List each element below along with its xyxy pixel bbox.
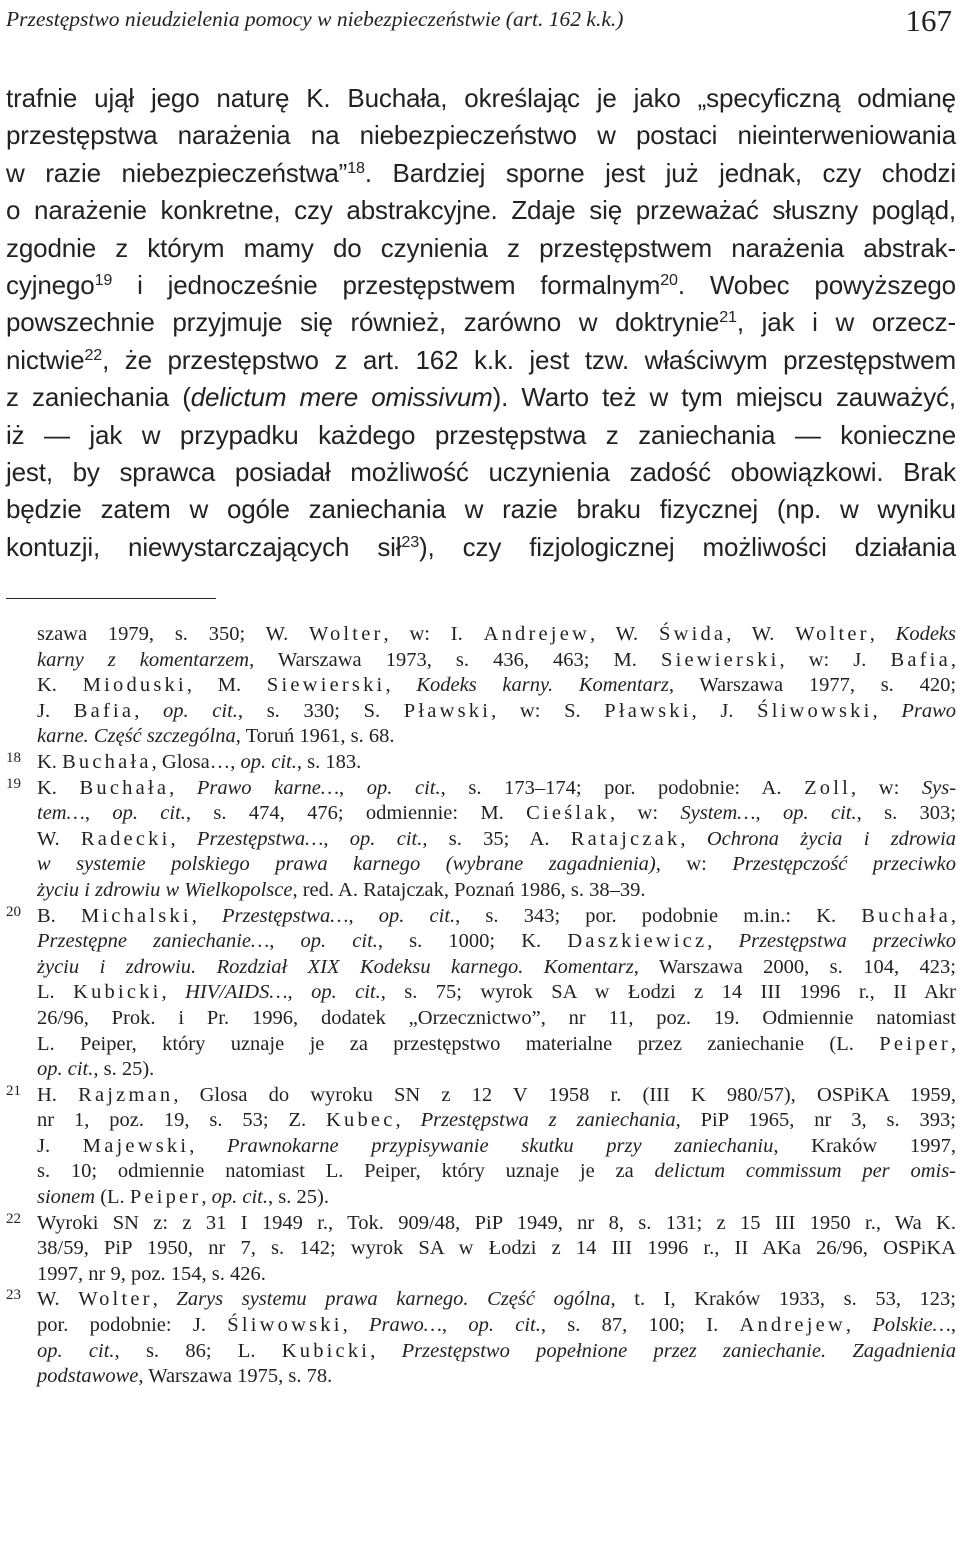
text-line: trafnie ujął jego naturę K. Buchała, określając je jako „specyficzną odmianę bbox=[6, 83, 956, 113]
text-line: o narażenie konkretne, czy abstrakcyjne. Zdaje się przeważać słuszny pogląd, bbox=[6, 195, 956, 226]
footnote-23: 23 W. Wolter, Zarys systemu prawa karnego. Część ogólna, t. I, Kraków 1933, s. 53, 123; por. podobnie: J. Śliwowski, Prawo…, op. cit., s. 87, 100; I. Andrejew, Polskie…, op. cit., s. 86; L. Kubicki, Przestępstwo popełnione przez zaniechanie. Zagadnienia podstawowe, Warszawa 1975, s. 78. bbox=[6, 1287, 956, 1389]
footnote-ref-22: 22 bbox=[84, 345, 103, 364]
footnote-continuation: szawa 1979, s. 350; W. Wolter, w: I. Andrejew, W. Świda, W. Wolter, Kodeks karny z komentarzem, Warszawa 1973, s. 436, 463; M. Siewierski, w: J. Bafia, K. Mioduski, M. Siewierski, Kodeks karny. Komentarz, Warszawa 1977, s. 420; J. Bafia, op. cit., s. 330; S. Pławski, w: S. Pławski, J. Śliwowski, Prawo karne. Część szczególna, Toruń 1961, s. 68. bbox=[37, 623, 957, 748]
footnote-number: 18 bbox=[6, 749, 21, 766]
running-header bbox=[6, 3, 956, 37]
footnote-21: 21 H. Rajzman, Glosa do wyroku SN z 12 V 1958 r. (III K 980/57), OSPiKA 1959, nr 1, poz. 19, s. 53; Z. Kubec, Przestępstwa z zaniechania, PiP 1965, nr 3, s. 393; J. Majewski, Prawnokarne przypisywanie skutku przy zaniechaniu, Kraków 1997, s. 10; odmiennie natomiast L. Peiper, który uznaje je za delictum commissum per omis- sionem (L. Peiper, op. cit., s. 25). bbox=[6, 1083, 956, 1211]
footnote-number: 22 bbox=[6, 1210, 21, 1227]
text-line: przestępstwa narażenia na niebezpieczeństwo w postaci nieinterweniowania bbox=[6, 120, 956, 151]
text-line: kontuzji, niewystarczających sił$^{23}$), czy fizjologicznej możliwości działania bbox=[6, 531, 956, 562]
footnote-ref-23: 23 bbox=[401, 532, 420, 551]
footnote-number: 20 bbox=[6, 903, 21, 920]
footnote-number: 23 bbox=[6, 1287, 21, 1304]
text-line: iż — jak w przypadku każdego przestępstwa z zaniechania — konieczne bbox=[6, 419, 956, 450]
footnote-ref-20: 20 bbox=[660, 271, 678, 290]
text-line: nictwie$^{22}$, że przestępstwo z art. 162 k.k. jest tzw. właściwym przestępstwem bbox=[6, 344, 956, 375]
running-header-title: Przestępstwo nieudzielenia pomocy w niebezpieczeństwie (art. 162 k.k.) bbox=[6, 7, 624, 31]
footnote-ref-19: 19 bbox=[94, 271, 113, 290]
text-line: zgodnie z którym mamy do czynienia z przestępstwem narażenia abstrak- bbox=[6, 232, 956, 263]
text-line: w razie niebezpieczeństwa”$^{18}$. Bardziej sporne jest już jednak, czy chodzi bbox=[6, 157, 956, 188]
text-line: jest, by sprawca posiadał możliwość uczynienia zadość obowiązkowi. Brak bbox=[6, 456, 956, 487]
footnote-19: 19 K. Buchała, Prawo karne…, op. cit., s. 173–174; por. podobnie: A. Zoll, w: Sys- tem…, op. cit., s. 474, 476; odmiennie: M. Cieślak, w: System…, op. cit., s. 303; W. Radecki, Przestępstwa…, op. cit., s. 35; A. Ratajczak, Ochrona życia i zdrowia w systemie polskiego prawa karnego (wybrane zagadnienia), w: Przestępczość przeciwko życiu i zdrowiu w Wielkopolsce, red. A. Ratajczak, Poznań 1986, s. 38–39. bbox=[6, 776, 956, 904]
footnote-ref-21: 21 bbox=[719, 308, 737, 327]
footnotes bbox=[6, 622, 956, 1390]
footnote-18: 18 K. Buchała, Glosa…, op. cit., s. 183. bbox=[6, 750, 956, 776]
footnote-20: 20 B. Michalski, Przestępstwa…, op. cit., s. 343; por. podobnie m.in.: K. Buchała, Przestępne zaniechanie…, op. cit., s. 1000; K. Daszkiewicz, Przestępstwa przeciwko życiu i zdrowiu. Rozdział XIX Kodeksu karnego. Komentarz, Warszawa 2000, s. 104, 423; L. Kubicki, HIV/AIDS…, op. cit., s. 75; wyrok SA w Łodzi z 14 III 1996 r., II Akr 26/96, Prok. i Pr. 1996, dodatek „Orzecznictwo”, nr 11, poz. 19. Odmiennie natomiast L. Peiper, który uznaje je za przestępstwo materialne przez zaniechanie (L. Peiper, op. cit., s. 25). bbox=[6, 904, 956, 1083]
text-line: cyjnego$^{19}$ i jednocześnie przestępstwem formalnym$^{20}$. Wobec powyższego bbox=[6, 269, 956, 300]
text-line: powszechnie przyjmuje się również, zarówno w doktrynie$^{21}$, jak i w orzecz- bbox=[6, 307, 957, 338]
text-line: z zaniechania (delictum mere omissivum). Warto też w tym miejscu zauważyć, bbox=[6, 382, 956, 413]
footnote-separator bbox=[6, 598, 216, 599]
main-text bbox=[6, 80, 956, 566]
footnote-number: 21 bbox=[6, 1082, 21, 1099]
footnote-ref-18: 18 bbox=[347, 158, 365, 177]
page-number: 167 bbox=[905, 3, 952, 38]
footnote-22: 22 Wyroki SN z: z 31 I 1949 r., Tok. 909/48, PiP 1949, nr 8, s. 131; z 15 III 1950 r., Wa K. 38/59, PiP 1950, nr 7, s. 142; wyrok SA w Łodzi z 14 III 1996 r., II AKa 26/96, OSPiKA 1997, nr 9, poz. 154, s. 426. bbox=[6, 1211, 956, 1288]
footnote-number: 19 bbox=[6, 775, 21, 792]
text-line: będzie zatem w ogóle zaniechania w razie braku fizycznej (np. w wyniku bbox=[6, 494, 956, 525]
